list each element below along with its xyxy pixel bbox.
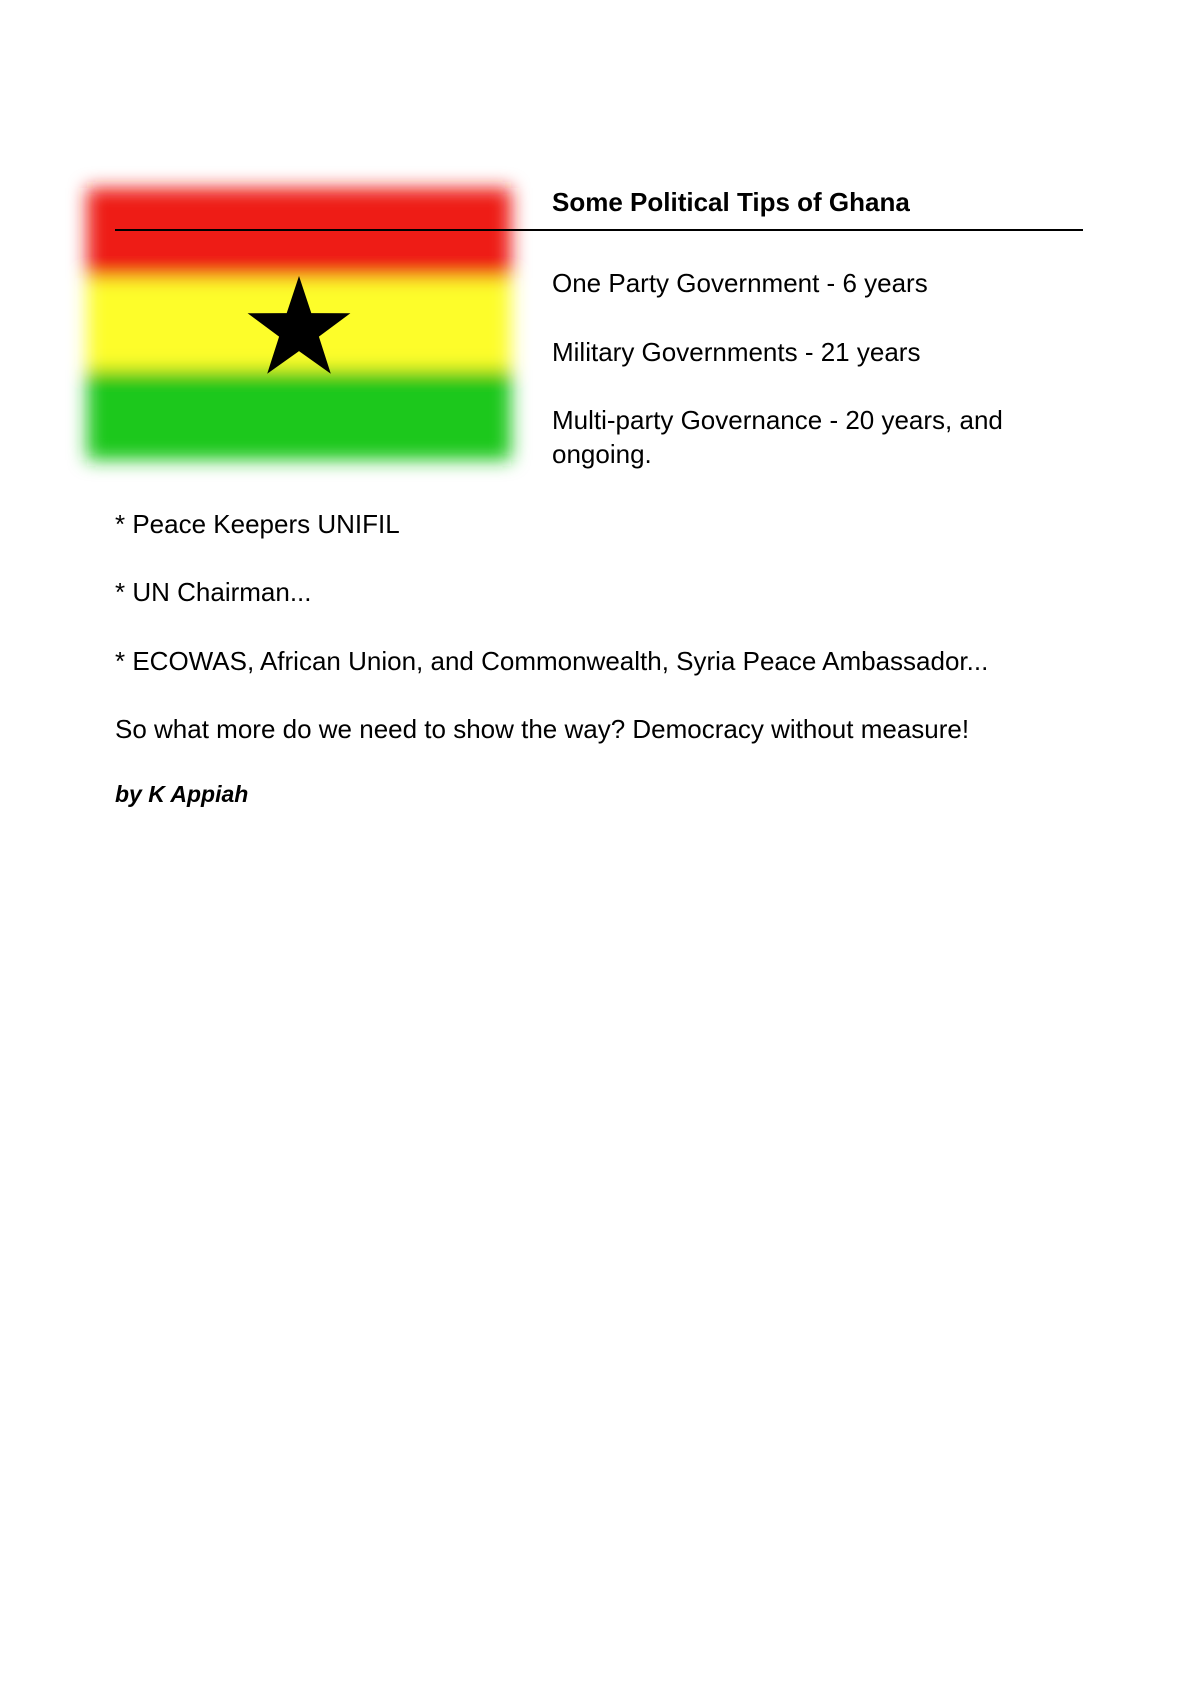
flag-red-stripe — [87, 188, 511, 278]
fact-one-party: One Party Government - 6 years — [552, 268, 928, 298]
page-title: Some Political Tips of Ghana — [552, 187, 910, 217]
fact-military: Military Governments - 21 years — [552, 337, 921, 367]
bullet-ecowas: * ECOWAS, African Union, and Commonwealth, Syria Peace Ambassador... — [115, 646, 989, 676]
flag-green-stripe — [87, 370, 511, 460]
header-rule — [115, 229, 1083, 231]
bullet-un-chairman: * UN Chairman... — [115, 577, 312, 607]
closing-statement: So what more do we need to show the way? Democracy without measure! — [115, 714, 970, 744]
fact-multi-party: Multi-party Governance - 20 years, and ongoing. — [552, 405, 1003, 469]
bullet-peace-keepers: * Peace Keepers UNIFIL — [115, 509, 400, 539]
author-byline: by K Appiah — [115, 781, 249, 807]
